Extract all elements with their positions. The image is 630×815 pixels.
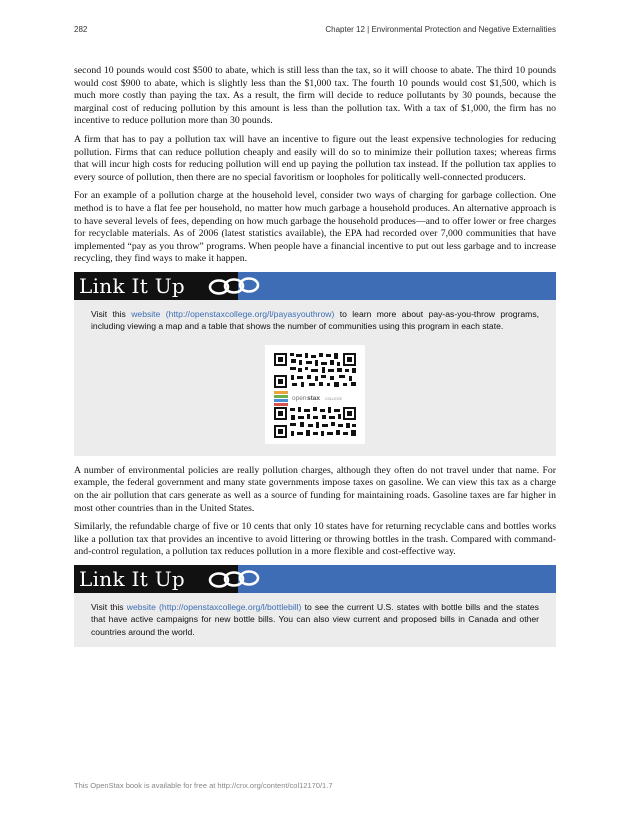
payasyouthrow-link[interactable]: website (http://openstaxcollege.org/l/payasyouthrow) [131, 308, 335, 319]
logo-bar-4 [274, 403, 288, 406]
link-text-after: to see the current U.S. states with bottle bills and the states that have active campaigns for new bottle bills. You can also view current and proposed bills in Canada and other countries around the world. [91, 601, 539, 637]
paragraph-3: For an example of a pollution charge at the household level, consider two ways of charging for garbage collection. One method is to have a flat fee per household, no matter how much garbage a household produces. An alternative approach is to have several levels of fees, depending on how much garbage the household produces—and to offer lower or free charges for recyclable materials. As of 2006 (latest statistics available), the EPA had recorded over 7,000 communities that have implemented “pay as you throw” programs. When people have a financial incentive to put out less garbage and to increase recycling, they find ways to make it happen. [74, 190, 556, 265]
link-it-up-body [74, 300, 556, 456]
logo-bar-2 [274, 395, 288, 398]
qr-code-graphic [265, 345, 365, 444]
chain-link-icon [207, 568, 263, 590]
footer-text: This OpenStax book is available for free at http://cnx.org/content/col12170/1.7 [74, 781, 333, 790]
link-it-up-text [91, 308, 539, 333]
logo-bar-3 [274, 399, 288, 402]
paragraph-5: Similarly, the refundable charge of five or 10 cents that only 10 states have for returning recyclable cans and bottles works like a pollution tax that provides an incentive to avoid littering or throwing bottles in the trash. Compared with command-and-control regulation, a pollution tax reduces pollution in a more flexible and cost-effective way. [74, 521, 556, 558]
chain-link-icon [207, 275, 263, 297]
link-it-up-text [91, 601, 539, 638]
link-text-before: Visit this [91, 601, 127, 612]
qr-code-image [265, 345, 365, 444]
link-text-before: Visit this [91, 308, 132, 319]
openstax-logo-stax: stax [307, 394, 321, 402]
logo-bar-1 [274, 391, 288, 394]
openstax-logo-open: open [292, 394, 307, 402]
link-it-up-banner [74, 272, 556, 300]
bottlebill-link[interactable]: website (http://openstaxcollege.org/l/bottlebill) [126, 601, 302, 612]
link-it-up-body [74, 593, 556, 647]
page-number: 282 [74, 25, 88, 34]
link-it-up-banner [74, 565, 556, 593]
link-it-up-box-1 [74, 272, 556, 456]
chapter-title: Chapter 12 | Environmental Protection and Negative Externalities [325, 25, 556, 34]
link-it-up-title-text: Link It Up [79, 273, 185, 298]
paragraph-2: A firm that has to pay a pollution tax will have an incentive to figure out the least expensive technologies for reducing pollution. Firms that can reduce pollution cheaply and easily will do so to minimize their pollution taxes; whereas firms that will incur high costs for reducing pollution will end up paying the pollution tax instead. If the pollution tax applies to every source of pollution, then there are no special favoritism or loopholes for politically well-connected producers. [74, 133, 556, 183]
link-it-up-box-2 [74, 565, 556, 647]
openstax-logo-college: COLLEGE [325, 396, 342, 401]
link-it-up-title-text: Link It Up [79, 566, 185, 591]
paragraph-4: A number of environmental policies are really pollution charges, although they often do not travel under that name. For example, the federal government and many state governments impose taxes on gasoline. We can view this tax as a charge on the air pollution that cars generate as well as a source of funding for maintaining roads. Gasoline taxes are far higher in most other countries than in the United States. [74, 464, 556, 514]
main-content [74, 65, 556, 656]
paragraph-1: second 10 pounds would cost $500 to abate, which is still less than the tax, so it will choose to abate. The third 10 pounds would cost $900 to abate, which is slightly less than the $1,000 tax. The fourth 10 pounds would cost $1,500, which is much more costly than paying the tax. As a result, the firm will decide to reduce pollutants by 30 pounds, because the marginal cost of reducing pollution by this amount is less than the pollution tax. With a tax of $1,000, the firm has no incentive to reduce pollution more than 30 pounds. [74, 65, 556, 127]
link-text-after: to learn more about pay-as-you-throw programs, including viewing a map and a table that shows the number of communities using this program in each state. [91, 308, 539, 332]
